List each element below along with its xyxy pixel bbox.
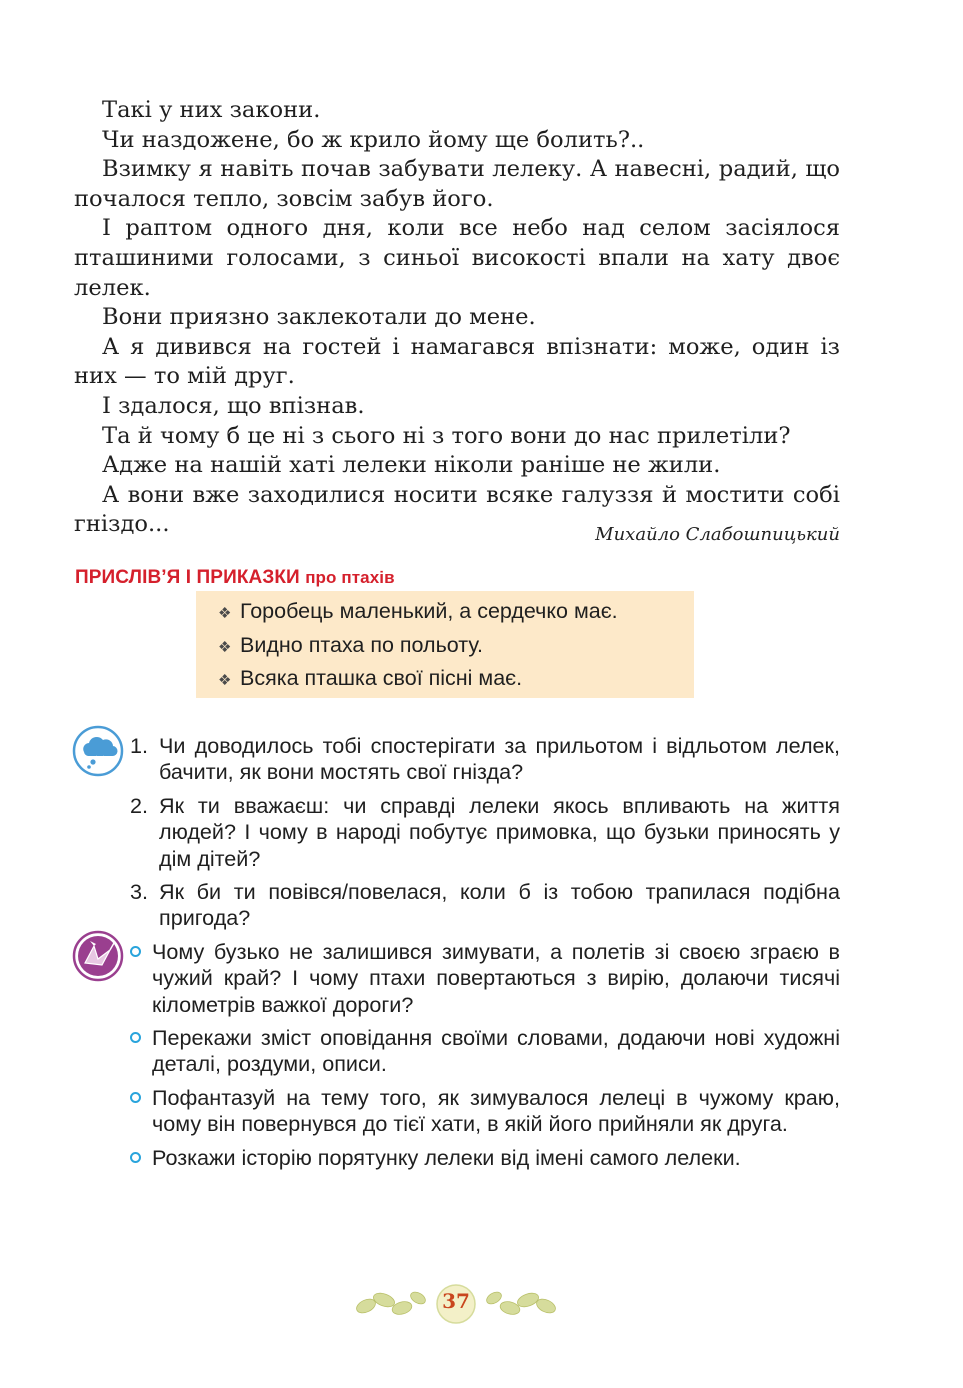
proverb-item: [218, 630, 694, 664]
question-number: 2.: [130, 792, 149, 818]
story-paragraph: Взимку я навіть почав забувати лелеку. А навесні, радий, що почалося тепло, зовсім забув його.: [74, 156, 840, 212]
proverbs-heading-caps: ПРИСЛІВ’Я І ПРИКАЗКИ: [75, 567, 300, 588]
story-paragraph: І здалося, що впізнав.: [102, 392, 365, 419]
task-item: [130, 1145, 840, 1171]
story-paragraph: Чи наздожене, бо ж крило йому ще болить?..: [102, 126, 645, 153]
task-item: [130, 1025, 840, 1078]
creative-tasks: [130, 939, 840, 1171]
question-text: Як ти вважаєш: чи справді лелеки якось впливають на життя людей? І чому в народі побутує примовка, що бузьки приносять у дім дітей?: [159, 792, 840, 871]
question-number: 1.: [130, 733, 149, 758]
question-text: Як би ти повівся/повелася, коли б із тобою трапилася подібна пригода?: [159, 879, 840, 931]
question-number: 3.: [130, 879, 149, 905]
diamond-bullet-icon: ❖: [218, 672, 232, 689]
story-text: [74, 96, 840, 540]
task-text: Чому бузько не залишився зимувати, а полетів зі своєю зграєю в чужий край? І чому птахи повертаються з вирію, долаючи тисячі кілометрів важкої дороги?: [152, 938, 840, 1017]
origami-crane-icon: [72, 930, 124, 982]
proverbs-box: [196, 591, 694, 698]
circle-bullet-icon: [130, 1152, 141, 1163]
story-author: Михайло Слабошпицький: [595, 524, 840, 545]
question-item: [130, 733, 840, 786]
task-item: [130, 939, 840, 1018]
questions-block: [130, 733, 840, 1178]
proverb-text: Видно птаха по польоту.: [240, 632, 483, 657]
story-paragraph: Та й чому б це ні з сього ні з того вони до нас прилетіли?: [102, 422, 791, 449]
question-item: [130, 879, 840, 932]
proverbs-heading: [75, 567, 395, 589]
task-text: Пофантазуй на тему того, як зимувалося лелеці в чужому краю, чому він повернувся до тієї хати, в якій його прийняли як друга.: [152, 1084, 840, 1137]
task-text: Розкажи історію порятунку лелеки від імені самого лелеки.: [152, 1144, 741, 1170]
proverb-text: Горобець маленький, а сердечко має.: [240, 599, 618, 623]
proverb-item: [218, 663, 694, 697]
page-number: 37: [442, 1289, 470, 1313]
question-text: Чи доводилось тобі спостерігати за прильотом і відльотом лелек, бачити, як вони мостять свої гнізда?: [159, 733, 840, 785]
circle-bullet-icon: [130, 1032, 141, 1043]
diamond-bullet-icon: ❖: [218, 638, 232, 656]
story-paragraph: І раптом одного дня, коли все небо над селом засіялося пташиними голосами, з синьої високості впали на хату двоє лелек.: [74, 215, 840, 301]
story-paragraph: А я дивився на гостей і намагався впізнати: може, один із них — то мій друг.: [74, 333, 840, 390]
task-text: Перекажи зміст оповідання своїми словами, додаючи нові художні деталі, роздуми, описи.: [152, 1025, 840, 1077]
story-paragraph: Адже на нашій хаті лелеки ніколи раніше не жили.: [102, 452, 721, 479]
story-paragraph: А вони вже заходилися носити всяке галуззя й мостити собі гніздо...: [74, 481, 840, 538]
story-paragraph: Вони приязно заклекотали до мене.: [102, 304, 536, 331]
circle-bullet-icon: [130, 946, 141, 957]
proverb-item: [218, 596, 694, 630]
question-item: [130, 793, 840, 872]
thinking-cloud-icon: [72, 725, 124, 777]
task-item: [130, 1085, 840, 1138]
circle-bullet-icon: [130, 1092, 141, 1103]
diamond-bullet-icon: ❖: [218, 605, 232, 622]
proverb-text: Всяка пташка свої пісні має.: [240, 666, 523, 690]
proverbs-heading-rest: про птахів: [305, 568, 395, 587]
story-paragraph: Такі у них закони.: [102, 97, 321, 123]
